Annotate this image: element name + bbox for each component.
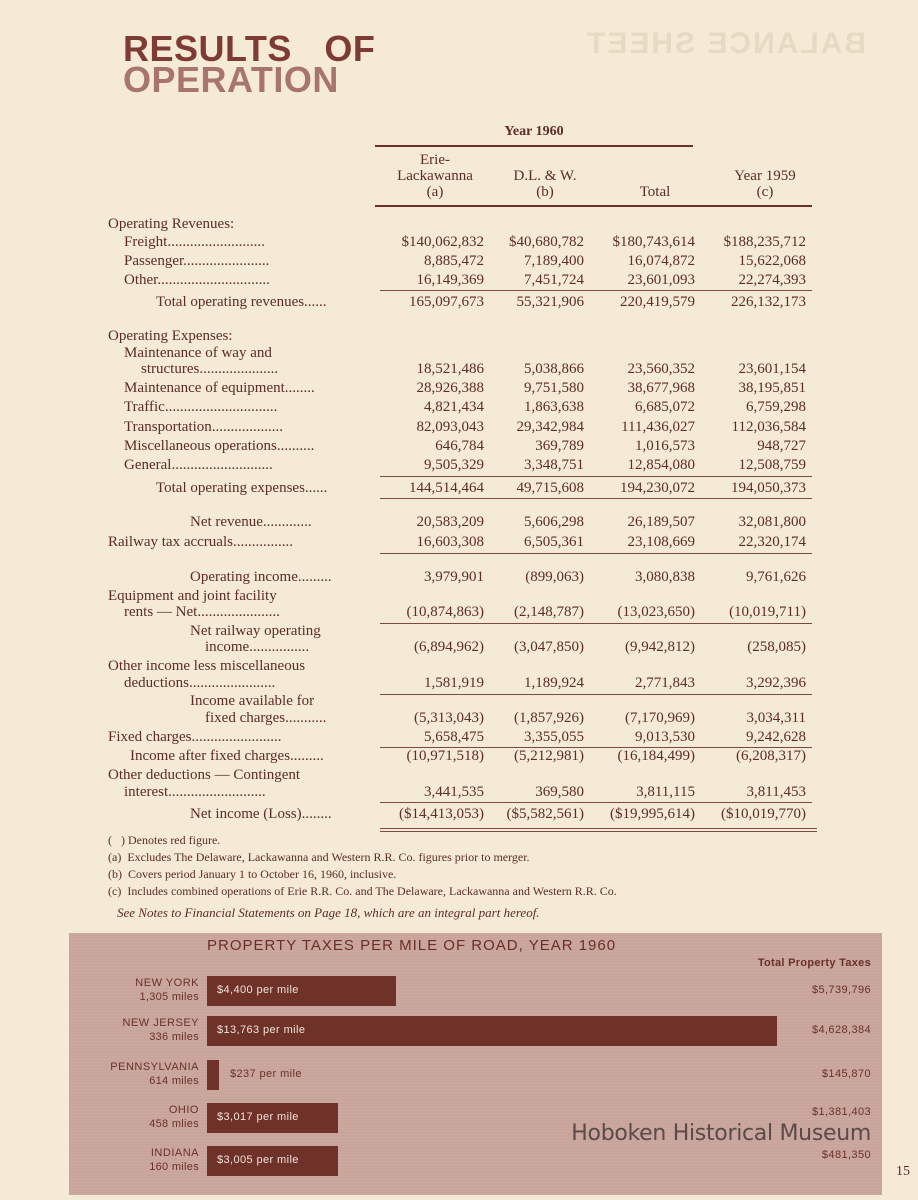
column-header-total: Total: [639, 184, 671, 200]
total-property-taxes: $4,628,384: [811, 1024, 871, 1036]
note-red-figure: ( ) Denotes red figure.: [108, 833, 221, 847]
title-line-1: RESULTS OF: [123, 28, 376, 69]
table-row-fixed-charges: Fixed charges........................ 5,658,475 3,355,055 9,013,530 9,242,628: [108, 729, 806, 745]
table-row-freight: Freight.......................... $140,062,832 $40,680,782 $180,743,614 $188,235,712: [124, 234, 806, 250]
state-label: OHIO 458 mlies: [149, 1104, 199, 1130]
table-row-equipment-rents: rents — Net...................... (10,874,863) (2,148,787) (13,023,650) (10,019,711): [124, 604, 806, 620]
state-label: NEW JERSEY 336 miles: [122, 1017, 199, 1043]
chart-row-indiana: [69, 1146, 882, 1176]
table-row-net-railway-label: Net railway operating: [190, 623, 321, 639]
note-c: (c) Includes combined operations of Erie R.R. Co. and The Delaware, Lackawanna and Western R.R. Co.: [108, 884, 617, 898]
page-number: 15: [896, 1164, 910, 1179]
column-header-erie-lackawanna: Erie- Lackawanna (a): [397, 152, 473, 200]
chart-row-pennsylvania: [69, 1060, 882, 1090]
table-row-net-income: Net income (Loss)........ ($14,413,053) ($5,582,561) ($19,995,614) ($10,019,770): [190, 806, 806, 822]
state-label: INDIANA 160 miles: [149, 1147, 199, 1173]
total-property-taxes: $5,739,796: [811, 984, 871, 996]
table-row-other: Other.............................. 16,149,369 7,451,724 23,601,093 22,274,393: [124, 272, 806, 288]
table-row-maintenance-way: structures..................... 18,521,486 5,038,866 23,560,352 23,601,154: [141, 361, 806, 377]
section-header-revenues: Operating Revenues:: [108, 216, 235, 232]
table-row-income-available-label: Income available for: [190, 693, 315, 709]
bar-value-label: $4,400 per mile: [217, 984, 299, 996]
total-property-taxes-header: Total Property Taxes: [757, 957, 871, 969]
table-row-passenger: Passenger....................... 8,885,472 7,189,400 16,074,872 15,622,068: [124, 253, 806, 269]
chart-title: PROPERTY TAXES PER MILE OF ROAD, YEAR 1960: [207, 937, 617, 954]
table-row-traffic: Traffic.............................. 4,821,434 1,863,638 6,685,072 6,759,298: [124, 399, 806, 415]
table-row-transportation: Transportation................... 82,093,043 29,342,984 111,436,027 112,036,584: [124, 419, 806, 435]
group-header-rule: [375, 145, 693, 147]
title-line-2: OPERATION: [123, 59, 339, 100]
page-title: [123, 28, 376, 100]
section-header-expenses: Operating Expenses:: [108, 328, 233, 344]
total-property-taxes: $145,870: [821, 1068, 871, 1080]
table-row-net-railway-operating-income: income................ (6,894,962) (3,047,850) (9,942,812) (258,085): [205, 639, 806, 655]
bar-value-label: $13,763 per mile: [217, 1024, 306, 1036]
property-taxes-chart: [69, 933, 882, 1195]
table-row-contingent-interest: interest.......................... 3,441,535 369,580 3,811,115 3,811,453: [124, 784, 806, 800]
bar-value-label: $3,005 per mile: [217, 1154, 299, 1166]
table-row-maintenance-equipment: Maintenance of equipment........ 28,926,388 9,751,580 38,677,968 38,195,851: [124, 380, 806, 396]
table-row-railway-tax-accruals: Railway tax accruals................ 16,603,308 6,505,361 23,108,669 22,320,174: [108, 534, 806, 550]
note-see-financial-statements: See Notes to Financial Statements on Page 18, which are an integral part hereof.: [117, 905, 540, 920]
column-header-dlw: D.L. & W. (b): [513, 168, 577, 200]
chart-row-new-york: [69, 976, 882, 1006]
column-header-year-1959: Year 1959 (c): [734, 168, 796, 200]
subtotal-rule: [380, 290, 812, 291]
state-label: PENNSYLVANIA 614 miles: [110, 1061, 199, 1087]
subtotal-rule: [380, 553, 812, 554]
table-row-other-income: deductions....................... 1,581,919 1,189,924 2,771,843 3,292,396: [124, 675, 806, 691]
museum-watermark: Hoboken Historical Museum: [571, 1121, 871, 1146]
bar-value-label: $237 per mile: [230, 1068, 302, 1080]
table-row-misc-operations: Miscellaneous operations.......... 646,784 369,789 1,016,573 948,727: [124, 438, 806, 454]
subtotal-rule: [380, 802, 812, 803]
table-row-income-available-fixed-charges: fixed charges........... (5,313,043) (1,857,926) (7,170,969) 3,034,311: [205, 710, 806, 726]
table-row-other-deductions-label: Other deductions — Contingent: [108, 767, 301, 783]
header-bottom-rule: [375, 205, 812, 207]
total-property-taxes: $1,381,403: [811, 1106, 871, 1118]
table-row-general: General........................... 9,505,329 3,348,751 12,854,080 12,508,759: [124, 457, 806, 473]
table-row-net-revenue: Net revenue............. 20,583,209 5,606,298 26,189,507 32,081,800: [190, 514, 806, 530]
table-row-total-operating-revenues: Total operating revenues...... 165,097,673 55,321,906 220,419,579 226,132,173: [156, 294, 806, 310]
table-row-equipment-rents-label: Equipment and joint facility: [108, 588, 277, 604]
note-a: (a) Excludes The Delaware, Lackawanna and Western R.R. Co. figures prior to merger.: [108, 850, 530, 864]
total-property-taxes: $481,350: [821, 1149, 871, 1161]
show-through-text: BALANCE SHEET: [585, 27, 867, 60]
group-header-year-1960: Year 1960: [504, 124, 564, 139]
state-label: NEW YORK 1,305 miles: [135, 977, 199, 1003]
subtotal-rule: [380, 476, 812, 477]
bar-value-label: $3,017 per mile: [217, 1111, 299, 1123]
table-row-other-income-label: Other income less miscellaneous: [108, 658, 306, 674]
table-row-total-operating-expenses: Total operating expenses...... 144,514,464 49,715,608 194,230,072 194,050,373: [156, 480, 806, 496]
table-row-maintenance-way-label: Maintenance of way and: [124, 345, 272, 361]
table-row-income-after-fixed-charges: Income after fixed charges......... (10,971,518) (5,212,981) (16,184,499) (6,208,317): [130, 748, 806, 764]
subtotal-rule: [380, 498, 812, 499]
note-b: (b) Covers period January 1 to October 16, 1960, inclusive.: [108, 867, 397, 881]
bar-pennsylvania: [207, 1060, 219, 1090]
table-row-operating-income: Operating income......... 3,979,901 (899,063) 3,080,838 9,761,626: [190, 569, 806, 585]
footnotes: [108, 832, 617, 921]
chart-row-new-jersey: [69, 1016, 882, 1046]
